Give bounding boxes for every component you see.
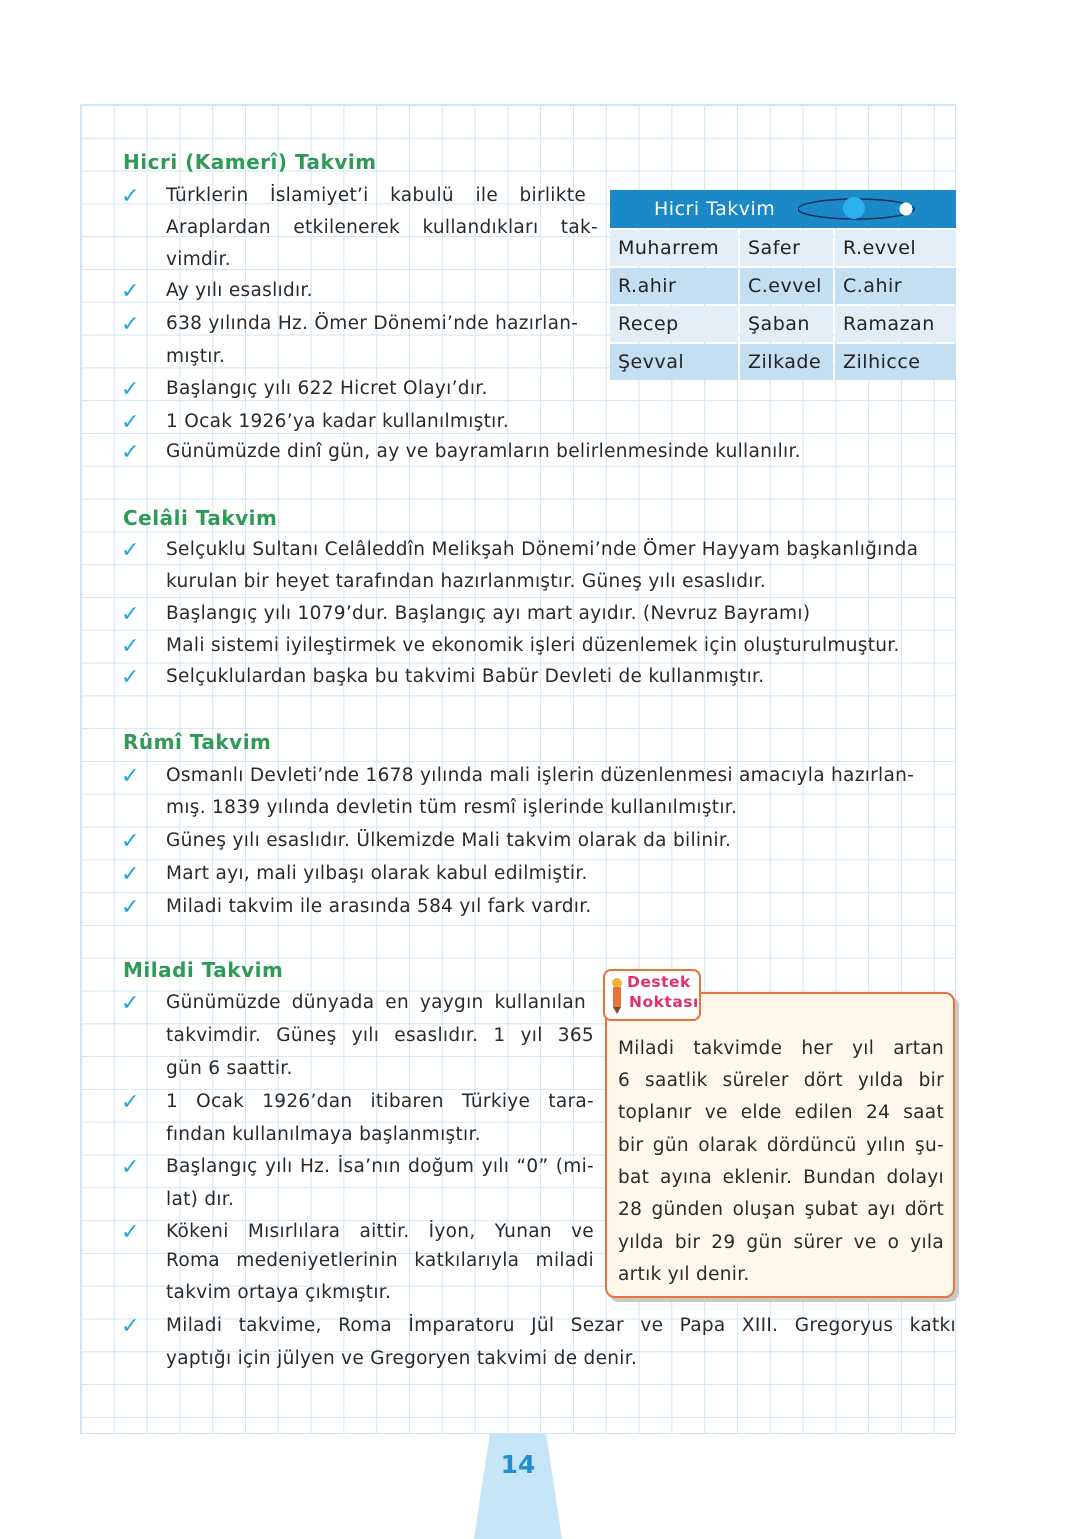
hicri-month-cell: Safer xyxy=(740,230,833,266)
miladi-line-5: fından kullanılmaya başlanmıştır. xyxy=(166,1124,481,1145)
check-icon: ✓ xyxy=(121,184,140,209)
rumi-line-5: Miladi takvim ile arasında 584 yıl fark vardır. xyxy=(166,896,592,917)
hicri-line-4: Ay yılı esaslıdır. xyxy=(166,280,313,301)
note-line-8: artık yıl denir. xyxy=(618,1264,750,1285)
badge-text-2: Noktası xyxy=(629,993,699,1011)
moon-orbit-icon xyxy=(798,194,928,224)
hicri-month-cell: C.ahir xyxy=(835,268,956,304)
hicri-line-5: 638 yılında Hz. Ömer Dönemi’nde hazırlan- xyxy=(166,313,579,334)
rumi-line-3: Güneş yılı esaslıdır. Ülkemizde Mali takvim olarak da bilinir. xyxy=(166,830,732,851)
check-icon: ✓ xyxy=(121,665,140,690)
check-icon: ✓ xyxy=(121,602,140,627)
badge-text-1: Destek xyxy=(627,973,691,991)
hicri-table-row xyxy=(610,306,956,342)
note-line-7: yılda bir 29 gün sürer ve o yıla xyxy=(618,1232,944,1253)
hicri-line-1: Türklerin İslamiyet’i kabulü ile birlikte xyxy=(166,185,586,206)
check-icon: ✓ xyxy=(121,440,140,465)
hicri-month-cell: Şaban xyxy=(740,306,833,342)
celali-line-4: Mali sistemi iyileştirmek ve ekonomik işleri düzenlemek için oluşturulmuştur. xyxy=(166,635,900,656)
destek-noktasi-badge xyxy=(603,969,701,1021)
check-icon: ✓ xyxy=(121,1090,140,1115)
hicri-month-cell: Şevval xyxy=(610,344,738,380)
rumi-line-1: Osmanlı Devleti’nde 1678 yılında mali işlerin düzenlenmesi amacıyla hazırlan- xyxy=(166,765,915,786)
rumi-line-4: Mart ayı, mali yılbaşı olarak kabul edilmiştir. xyxy=(166,863,588,884)
note-line-6: 28 günden oluşan şubat ayı dört xyxy=(618,1199,944,1220)
hicri-line-6: mıştır. xyxy=(166,346,226,367)
check-icon: ✓ xyxy=(121,312,140,337)
hicri-month-cell: R.evvel xyxy=(835,230,956,266)
miladi-line-10: takvim ortaya çıkmıştır. xyxy=(166,1282,392,1303)
celali-line-2: kurulan bir heyet tarafından hazırlanmıştır. Güneş yılı esaslıdır. xyxy=(166,571,767,592)
hicri-month-cell: Ramazan xyxy=(835,306,956,342)
hicri-month-cell: Zilkade xyxy=(740,344,833,380)
hicri-month-cell: C.evvel xyxy=(740,268,833,304)
hicri-title: Hicri (Kamerî) Takvim xyxy=(123,150,377,174)
hicri-table-row xyxy=(610,230,956,266)
check-icon: ✓ xyxy=(121,1220,140,1245)
miladi-line-7: lat) dır. xyxy=(166,1189,235,1210)
hicri-line-2: Araplardan etkilenerek kullandıkları tak- xyxy=(166,217,598,238)
check-icon: ✓ xyxy=(121,862,140,887)
rumi-line-2: mış. 1839 yılında devletin tüm resmî işlerinde kullanılmıştır. xyxy=(166,797,738,818)
miladi-line-6: Başlangıç yılı Hz. İsa’nın doğum yılı “0” (mi- xyxy=(166,1156,594,1177)
miladi-line-3: gün 6 saattir. xyxy=(166,1058,293,1079)
rumi-title: Rûmî Takvim xyxy=(123,730,272,754)
celali-line-3: Başlangıç yılı 1079’dur. Başlangıç ayı mart ayıdır. (Nevruz Bayramı) xyxy=(166,603,811,624)
check-icon: ✓ xyxy=(121,895,140,920)
celali-line-5: Selçuklulardan başka bu takvimi Babür Devleti de kullanmıştır. xyxy=(166,666,765,687)
hicri-month-cell: Muharrem xyxy=(610,230,738,266)
check-icon: ✓ xyxy=(121,279,140,304)
miladi-line-1: Günümüzde dünyada en yaygın kullanılan xyxy=(166,992,586,1013)
hicri-month-cell: Zilhicce xyxy=(835,344,956,380)
hicri-table-header xyxy=(610,190,956,228)
check-icon: ✓ xyxy=(121,634,140,659)
miladi-line-4: 1 Ocak 1926’dan itibaren Türkiye tara- xyxy=(166,1091,594,1112)
check-icon: ✓ xyxy=(121,991,140,1016)
miladi-title: Miladi Takvim xyxy=(123,958,284,982)
check-icon: ✓ xyxy=(121,829,140,854)
hicri-table-row xyxy=(610,344,956,380)
celali-line-1: Selçuklu Sultanı Celâleddîn Melikşah Dönemi’nde Ömer Hayyam başkanlığında xyxy=(166,539,919,560)
celali-title: Celâli Takvim xyxy=(123,506,278,530)
note-line-5: bat ayına eklenir. Bundan dolayı xyxy=(618,1167,944,1188)
check-icon: ✓ xyxy=(121,1155,140,1180)
hicri-line-9: Günümüzde dinî gün, ay ve bayramların belirlenmesinde kullanılır. xyxy=(166,441,801,462)
page-number: 14 xyxy=(500,1450,536,1479)
check-icon: ✓ xyxy=(121,764,140,789)
check-icon: ✓ xyxy=(121,410,140,435)
check-icon: ✓ xyxy=(121,1314,140,1339)
note-line-3: toplanır ve elde edilen 24 saat xyxy=(618,1102,944,1123)
note-line-4: bir gün olarak dördüncü yılın şu- xyxy=(618,1135,944,1156)
hicri-table-row xyxy=(610,268,956,304)
hicri-line-8: 1 Ocak 1926’ya kadar kullanılmıştır. xyxy=(166,411,510,432)
miladi-line-2: takvimdir. Güneş yılı esaslıdır. 1 yıl 365 xyxy=(166,1025,594,1046)
miladi-line-11: Miladi takvime, Roma İmparatoru Jül Sezar ve Papa XIII. Gregoryus katkı xyxy=(166,1315,956,1336)
hicri-month-cell: R.ahir xyxy=(610,268,738,304)
miladi-line-8: Kökeni Mısırlılara aittir. İyon, Yunan ve xyxy=(166,1221,594,1242)
hicri-line-7: Başlangıç yılı 622 Hicret Olayı’dır. xyxy=(166,378,488,399)
check-icon: ✓ xyxy=(121,538,140,563)
pencil-icon xyxy=(608,977,626,1015)
miladi-line-9: Roma medeniyetlerinin katkılarıyla miladi xyxy=(166,1250,594,1271)
miladi-line-12: yaptığı için jülyen ve Gregoryen takvimi de denir. xyxy=(166,1348,638,1369)
hicri-month-cell: Recep xyxy=(610,306,738,342)
note-line-1: Miladi takvimde her yıl artan xyxy=(618,1038,944,1059)
note-line-2: 6 saatlik süreler dört yılda bir xyxy=(618,1070,944,1091)
check-icon: ✓ xyxy=(121,377,140,402)
hicri-table-title: Hicri Takvim xyxy=(654,198,776,220)
hicri-line-3: vimdir. xyxy=(166,249,231,270)
